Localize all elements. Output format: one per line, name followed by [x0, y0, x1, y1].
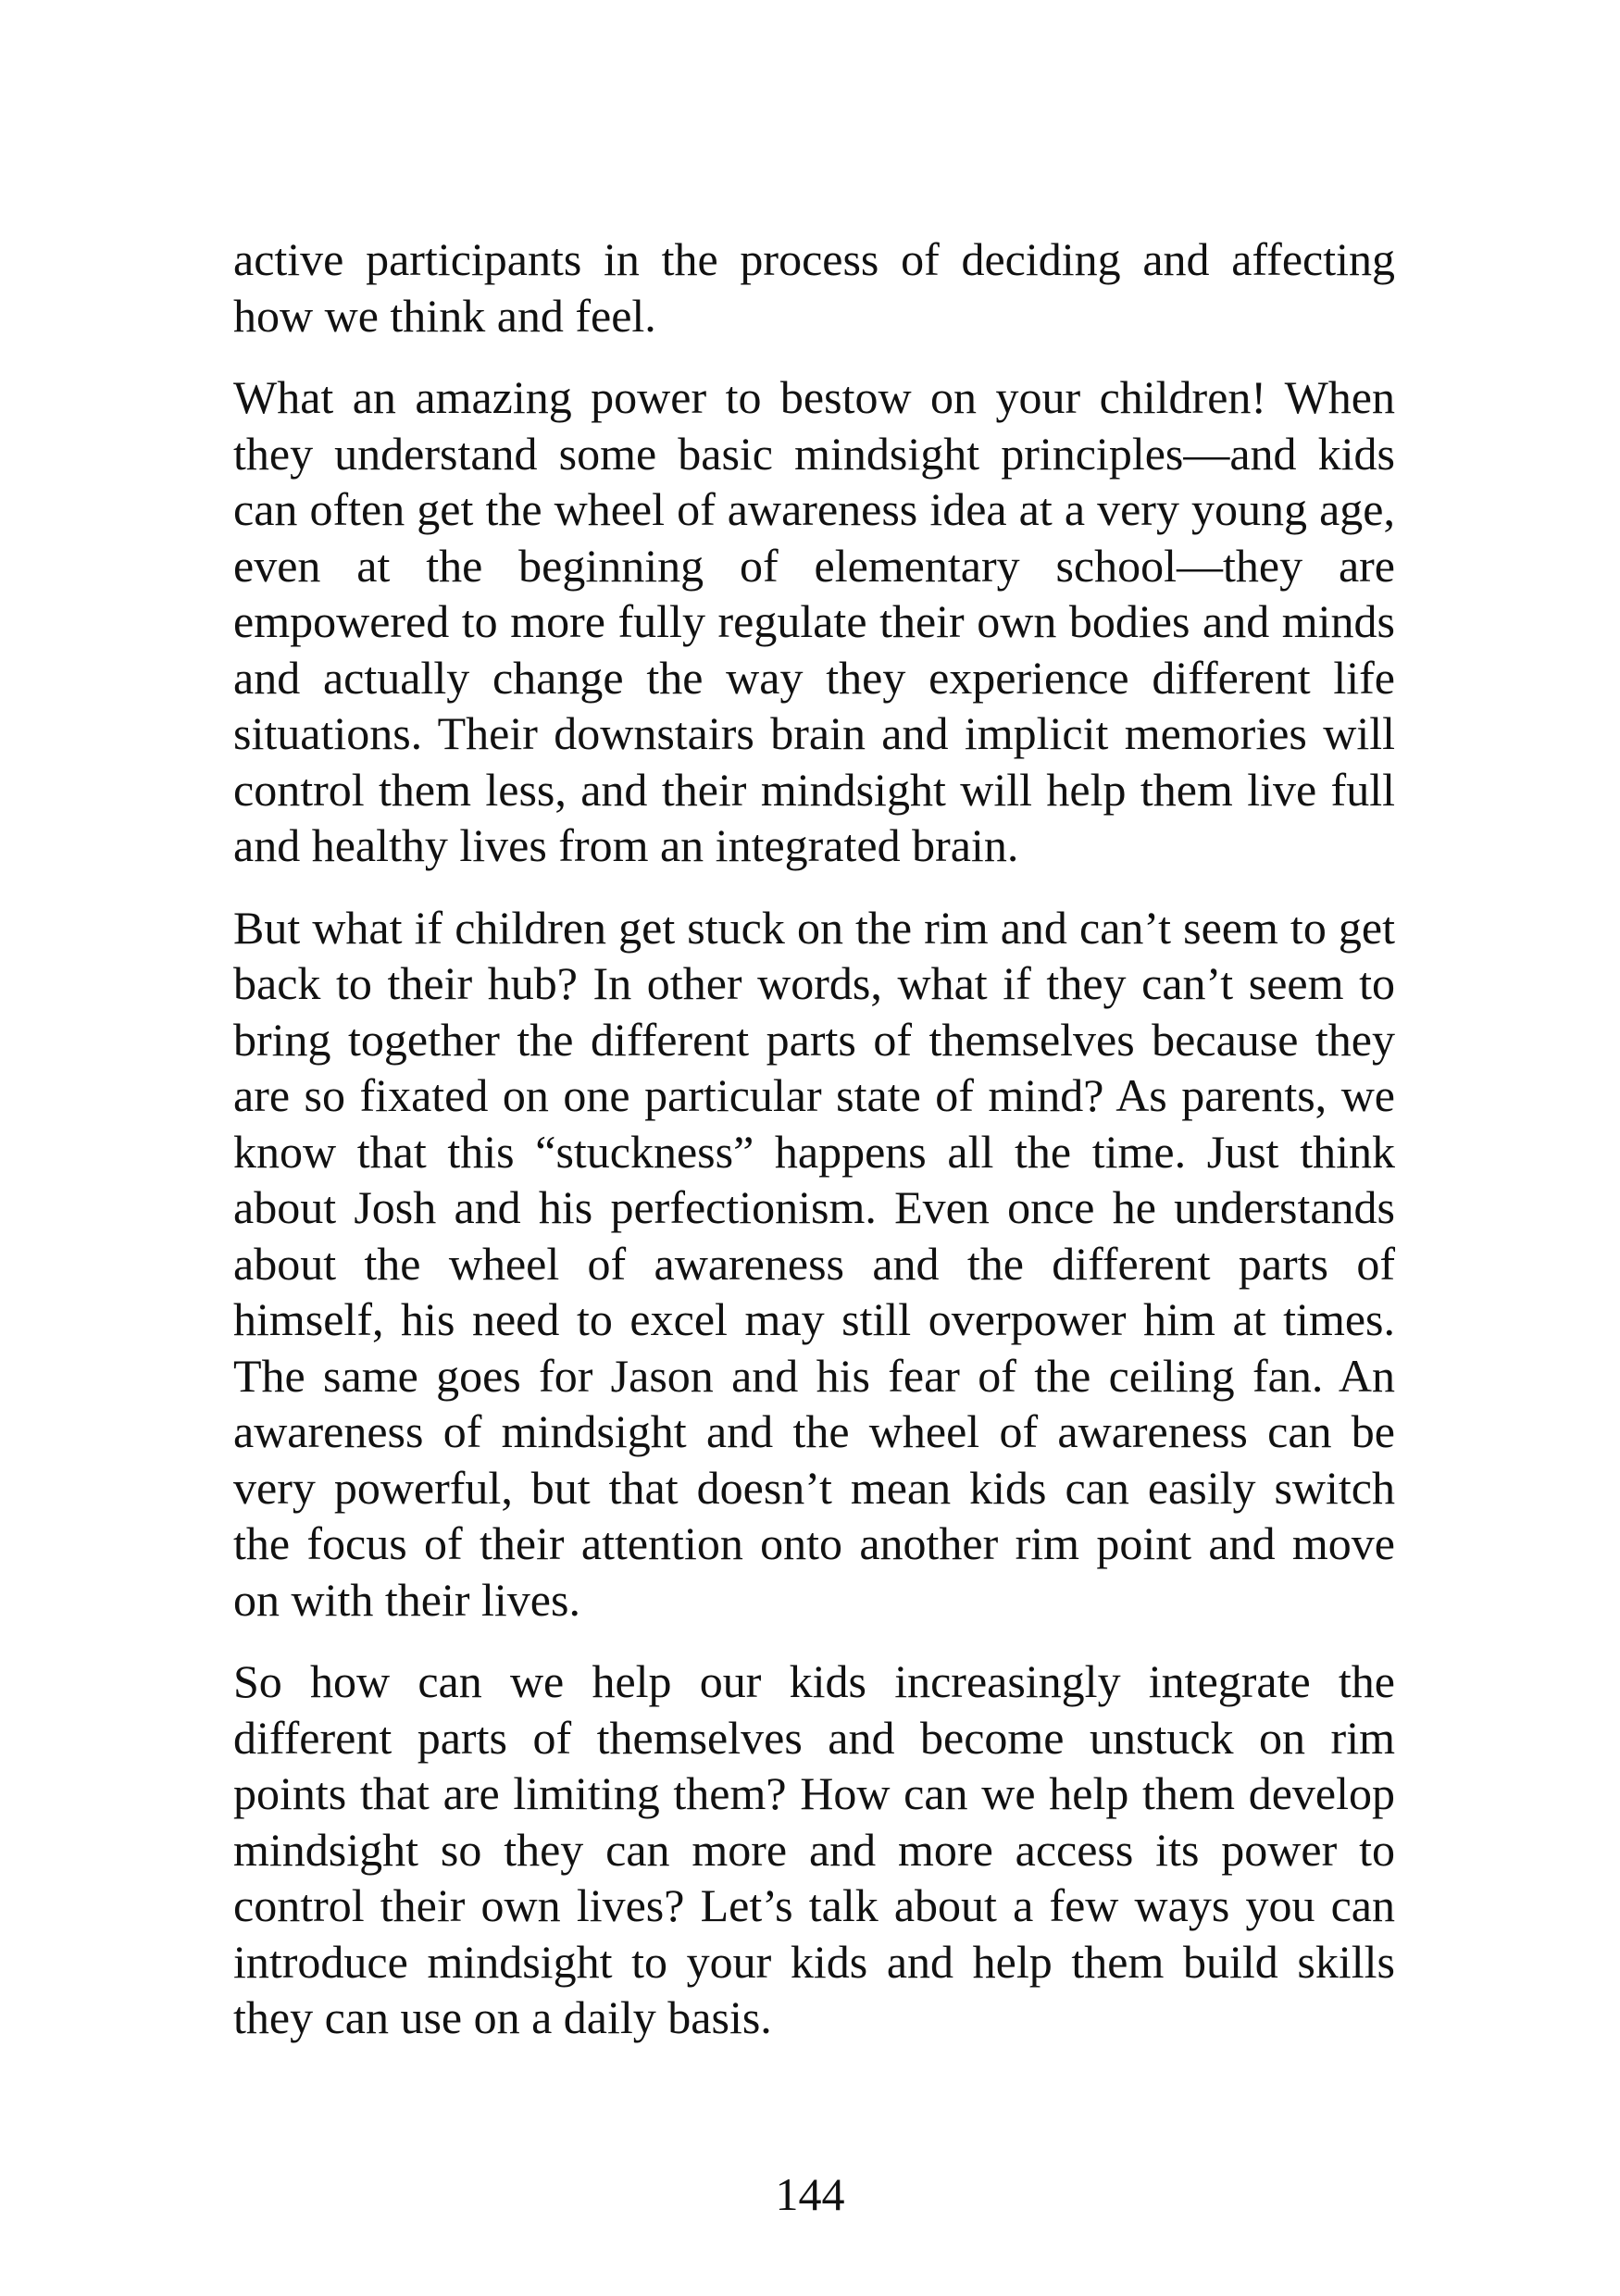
page-number: 144	[775, 2168, 845, 2220]
paragraph-3: But what if children get stuck on the rim and can’t seem to get back to their hub? In other words, what if they can’t seem to bring together the different parts of themselves because they are so fixated on one particular state of mind? As parents, we know that this “stuckness” happens all the time. Just think about Josh and his perfectionism. Even once he understands about the wheel of awareness and the different parts of himself, his need to excel may still overpower him at times. The same goes for Jason and his fear of the ceiling fan. An awareness of mindsight and the wheel of awareness can be very powerful, but that doesn’t mean kids can easily switch the focus of their attention onto another rim point and move on with their lives.	[233, 901, 1395, 1626]
body-text	[233, 231, 1395, 2072]
paragraph-4: So how can we help our kids increasingly integrate the different parts of themselves and become unstuck on rim points that are limiting them? How can we help them develop mindsight so they can more and more access its power to control their own lives? Let’s talk about a few ways you can introduce mindsight to your kids and help them build skills they can use on a daily basis.	[233, 1655, 1395, 2043]
paragraph-1: active participants in the process of deciding and affecting how we think and feel.	[233, 233, 1395, 342]
paragraph-2: What an amazing power to bestow on your children! When they understand some basic mindsight principles—and kids can often get the wheel of awareness idea at a very young age, even at the beginning of elementary school—they are empowered to more fully regulate their own bodies and minds and actually change the way they experience different life situations. Their downstairs brain and implicit memories will control them less, and their mindsight will help them live full and healthy lives from an integrated brain.	[233, 371, 1395, 871]
